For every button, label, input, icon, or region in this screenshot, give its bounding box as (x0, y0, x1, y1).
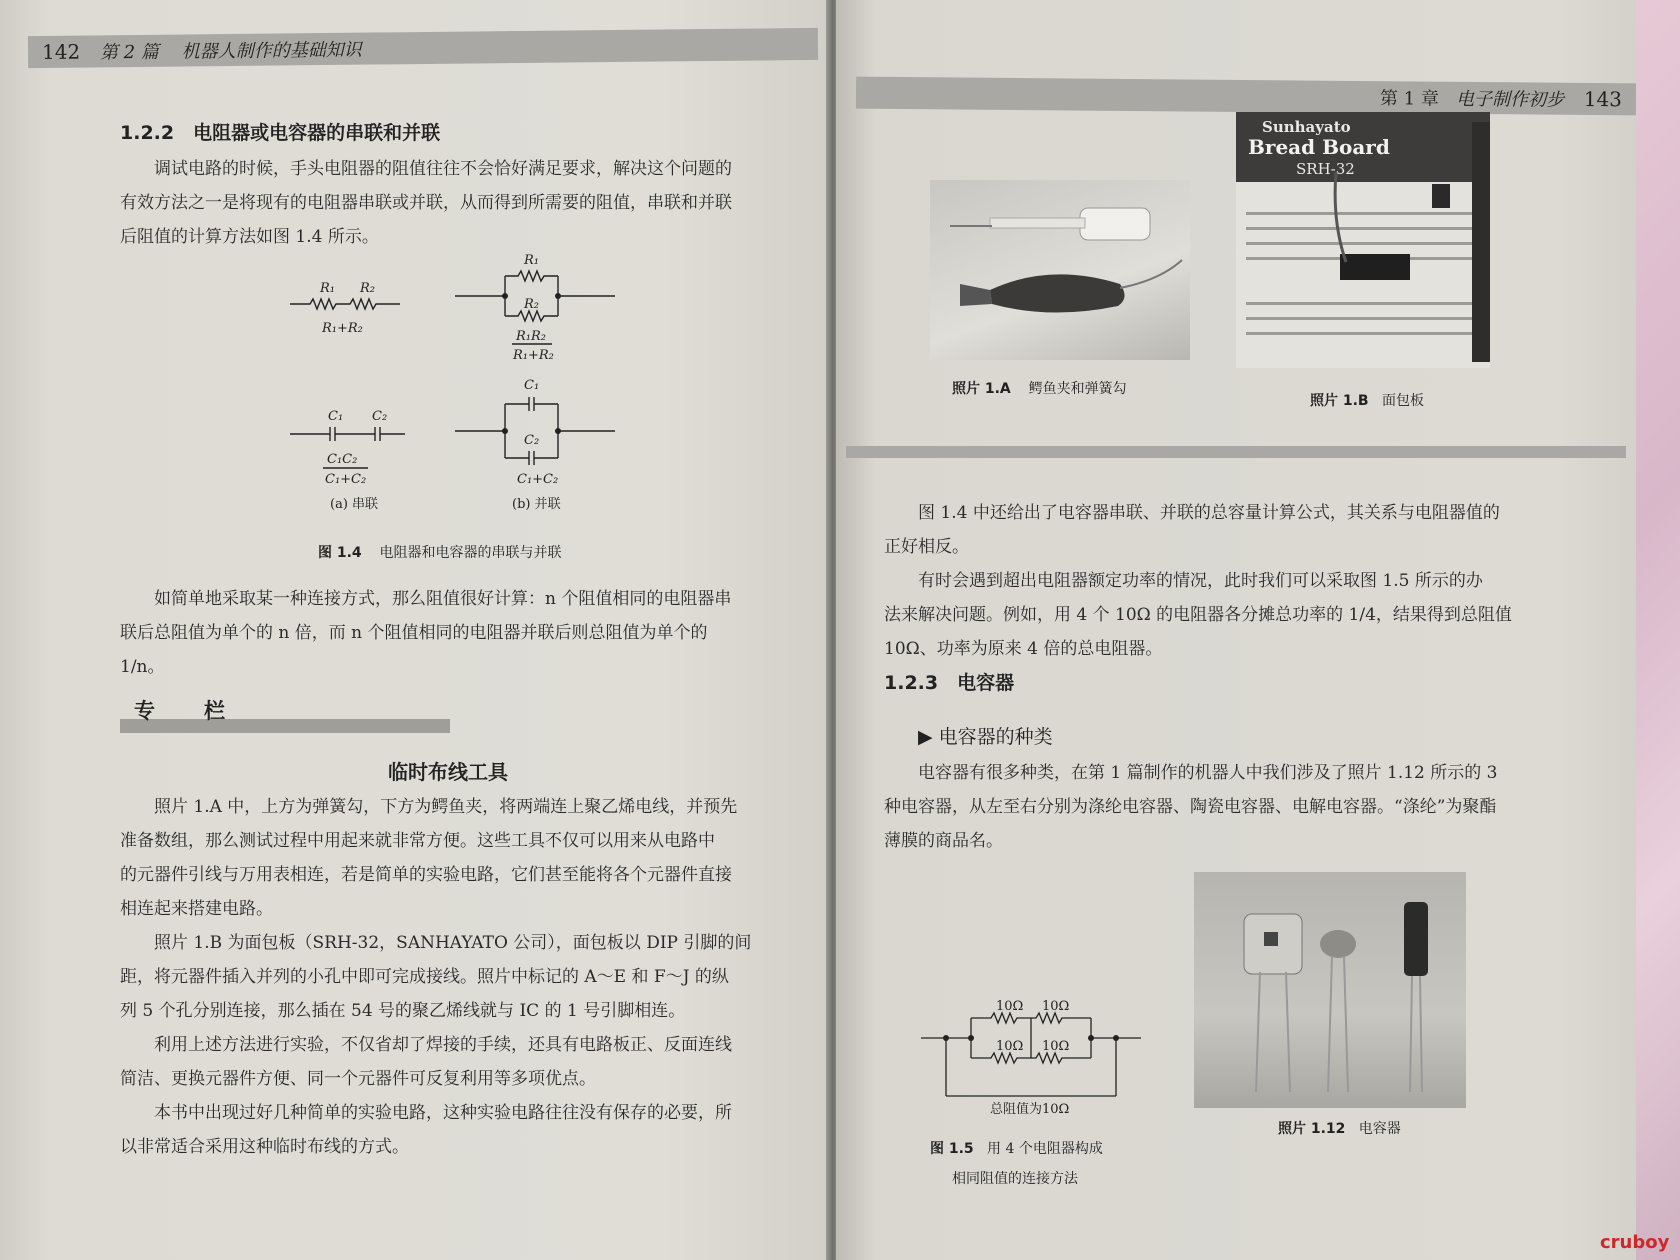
label-r1: R₁ (320, 281, 335, 296)
label-c2-parallel: C₂ (524, 433, 540, 448)
clip-hook-illustration (930, 180, 1190, 360)
text-line: 照片 1.B 为面包板（SRH-32，SANHAYATO 公司），面包板以 DIP 引脚的间 (154, 933, 752, 953)
figure-1-4-series-parallel (280, 246, 640, 526)
photo-b-number: 照片 1.B (1310, 393, 1369, 409)
text-line: 10Ω、功率为原来 4 倍的总电阻器。 (884, 639, 1163, 659)
resistor-label-1: 10Ω (996, 999, 1024, 1014)
text-line: 有效方法之一是将现有的电阻器串联或并联，从而得到所需要的阻值，串联和并联 (120, 193, 732, 213)
label-r2: R₂ (360, 281, 375, 296)
label-parallel: (b) 并联 (512, 497, 561, 512)
text-line: 1/n。 (120, 657, 165, 677)
text-line: 图 1.4 中还给出了电容器串联、并联的总容量计算公式，其关系与电阻器值的 (918, 503, 1500, 523)
text-line: 准备数组，那么测试过程中用起来就非常方便。这些工具不仅可以用来从电路中 (120, 831, 715, 851)
column-label: 专 栏 (134, 699, 239, 723)
left-page (0, 0, 830, 1260)
label-c2: C₂ (372, 409, 388, 424)
figure-1-4-caption (318, 542, 562, 562)
part-label: 第 2 篇 (99, 41, 159, 64)
formula-parallel-r-num: R₁R₂ (516, 329, 546, 344)
formula-parallel-r-den: R₁+R₂ (513, 348, 554, 363)
capacitors-illustration (1194, 872, 1466, 1108)
text-line: 种电容器，从左至右分别为涤纶电容器、陶瓷电容器、电解电容器。“涤纶”为聚酯 (884, 797, 1497, 817)
figure-1-5-four-resistors (916, 996, 1156, 1116)
label-r1-parallel: R₁ (524, 253, 539, 268)
photo-c-caption (1278, 1118, 1401, 1138)
text-line: 列 5 个孔分别连接，那么插在 54 号的聚乙烯线就与 IC 的 1 号引脚相连。 (120, 1001, 686, 1021)
formula-series-c-den: C₁+C₂ (325, 472, 367, 487)
right-paragraph-2 (884, 756, 1534, 858)
text-line: 法来解决问题。例如，用 4 个 10Ω 的电阻器各分摊总功率的 1/4，结果得到总阻值 (884, 605, 1512, 625)
breadboard-name: Bread Board (1248, 135, 1390, 159)
chapter-title: 电子制作初步 (1455, 88, 1565, 111)
chapter-label: 第 1 章 (1379, 88, 1439, 110)
subheading-capacitor-types: ▶ 电容器的种类 (918, 726, 1053, 748)
column-label-block (120, 695, 450, 735)
total-resistance-label: 总阻值为10Ω (990, 1102, 1070, 1116)
text-line: 本书中出现过好几种简单的实验电路，这种实验电路往往没有保存的必要，所 (154, 1103, 732, 1123)
text-line: 联后总阻值为单个的 n 倍，而 n 个阻值相同的电阻器并联后则总阻值为单个的 (120, 623, 708, 643)
label-c1-parallel: C₁ (524, 378, 540, 393)
section-heading-1-2-3: 1.2.3 电容器 (884, 672, 1015, 694)
formula-series-c-num: C₁C₂ (327, 452, 358, 467)
photo-b-caption (1310, 390, 1424, 410)
column-title: 临时布线工具 (388, 760, 508, 784)
background-cloth (1636, 0, 1680, 1260)
left-paragraph-1 (120, 152, 810, 254)
resistor-label-3: 10Ω (996, 1039, 1024, 1054)
photo-a-text: 鳄鱼夹和弹簧勾 (1028, 381, 1127, 397)
text-line: 后阻值的计算方法如图 1.4 所示。 (120, 227, 379, 247)
label-r2-parallel: R₂ (524, 297, 539, 312)
figure-1-5-caption-line1 (930, 1138, 1103, 1158)
text-line: 的元器件引线与万用表相连，若是简单的实验电路，它们甚至能将各个元器件直接 (120, 865, 732, 885)
photo-capacitors (1194, 872, 1466, 1108)
text-line: 正好相反。 (884, 537, 969, 557)
photo-c-number: 照片 1.12 (1278, 1121, 1346, 1137)
figure-1-5-caption-line2: 相同阻值的连接方法 (952, 1171, 1078, 1187)
text-line: 简洁、更换元器件方便、同一个元器件可反复利用等多项优点。 (120, 1069, 596, 1089)
text-line: 照片 1.A 中，上方为弹簧勾，下方为鳄鱼夹，将两端连上聚乙烯电线，并预先 (154, 797, 738, 817)
text-line: 以非常适合采用这种临时布线的方式。 (120, 1137, 409, 1157)
figure-1-5-number: 图 1.5 (930, 1141, 974, 1157)
resistor-label-2: 10Ω (1042, 999, 1070, 1014)
photo-a-caption (952, 378, 1127, 398)
left-paragraph-2 (120, 582, 810, 684)
breadboard-illustration (1236, 112, 1490, 368)
breadboard-model: SRH-32 (1296, 160, 1355, 178)
text-line: 薄膜的商品名。 (884, 831, 1003, 851)
column-body (120, 790, 810, 1164)
resistor-label-4: 10Ω (1042, 1039, 1070, 1054)
text-line: 有时会遇到超出电阻器额定功率的情况，此时我们可以采取图 1.5 所示的办 (918, 571, 1483, 591)
text-line: 调试电路的时候，手头电阻器的阻值往往不会恰好满足要求，解决这个问题的 (154, 159, 732, 179)
photo-a-number: 照片 1.A (952, 381, 1011, 397)
left-page-header (28, 28, 818, 68)
photo-breadboard (1236, 112, 1490, 368)
text-line: 距，将元器件插入并列的小孔中即可完成接线。照片中标记的 A～E 和 F～J 的纵 (120, 967, 729, 987)
photo-c-text: 电容器 (1358, 1121, 1401, 1137)
text-line: 利用上述方法进行实验，不仅省却了焊接的手续，还具有电路板正、反面连线 (154, 1035, 732, 1055)
divider-bar (846, 446, 1626, 458)
right-page-number: 143 (1583, 86, 1623, 112)
section-heading-1-2-2: 1.2.2 电阻器或电容器的串联和并联 (120, 122, 441, 144)
figure-caption-text: 电阻器和电容器的串联与并联 (379, 545, 562, 561)
label-c1: C₁ (328, 409, 344, 424)
left-page-number: 142 (41, 39, 81, 64)
right-page-header (856, 77, 1636, 116)
photo-b-text: 面包板 (1381, 393, 1424, 409)
figure-1-5-caption-text: 用 4 个电阻器构成 (987, 1141, 1103, 1157)
photo-alligator-clip-and-hook (930, 180, 1190, 360)
text-line: 如简单地采取某一种连接方式，那么阻值很好计算：n 个阻值相同的电阻器串 (154, 589, 732, 609)
formula-parallel-c: C₁+C₂ (517, 472, 559, 487)
text-line: 相连起来搭建电路。 (120, 899, 273, 919)
label-series: (a) 串联 (330, 497, 379, 512)
breadboard-brand: Sunhayato (1262, 118, 1351, 136)
formula-series-r: R₁+R₂ (322, 321, 363, 336)
right-paragraph-1 (884, 496, 1534, 666)
figure-number: 图 1.4 (318, 545, 362, 561)
text-line: 电容器有很多种类，在第 1 篇制作的机器人中我们涉及了照片 1.12 所示的 3 (918, 763, 1498, 783)
watermark: cruboy (1600, 1232, 1670, 1253)
part-title: 机器人制作的基础知识 (181, 39, 362, 63)
